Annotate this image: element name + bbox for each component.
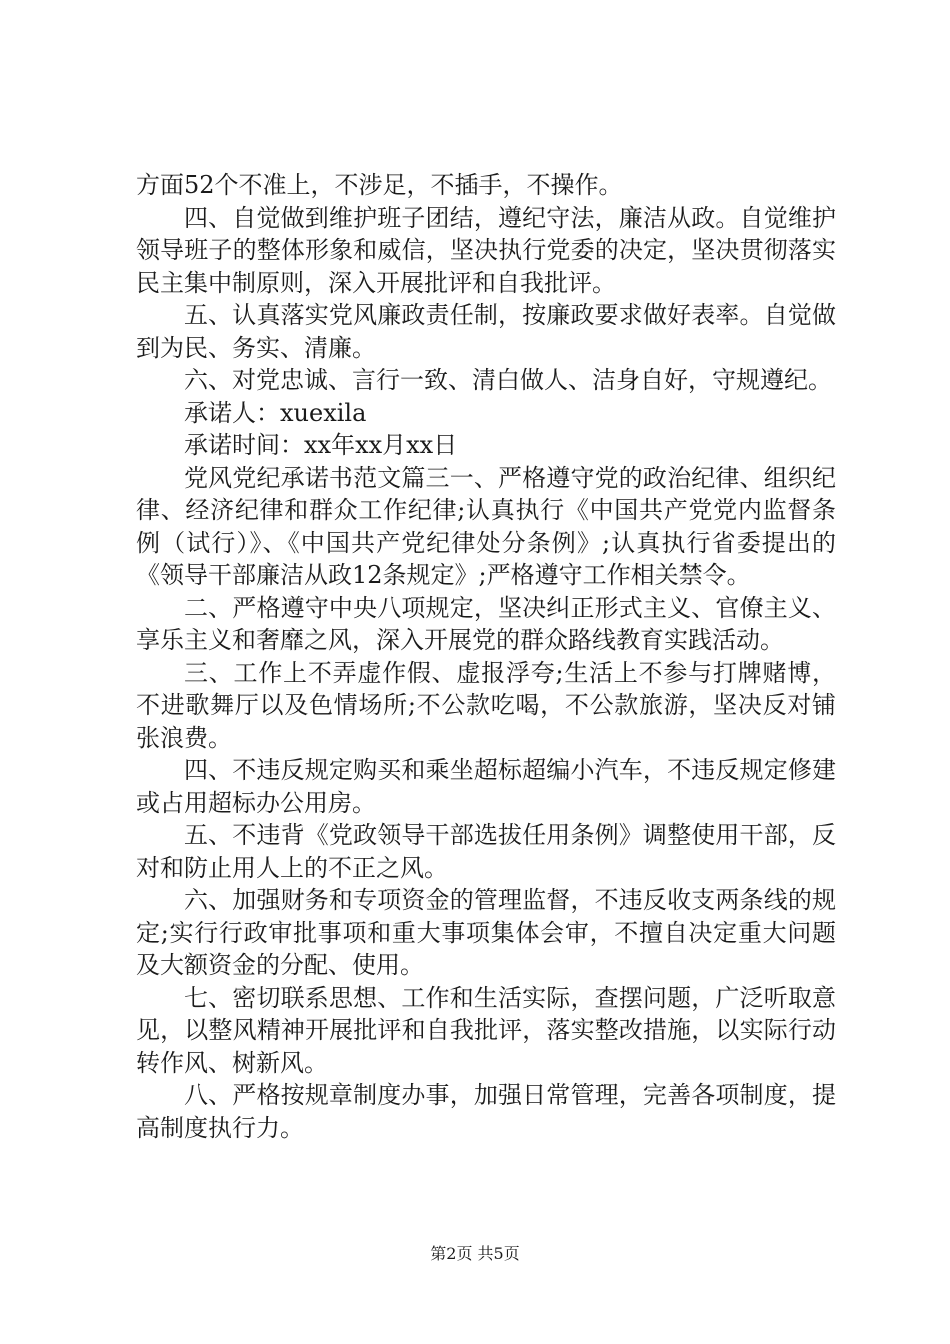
paragraph-11: 五、不违背《党政领导干部选拔任用条例》调整使用干部，反对和防止用人上的不正之风。 (136, 821, 836, 882)
paragraph-2: 四、自觉做到维护班子团结，遵纪守法，廉洁从政。自觉维护领导班子的整体形象和威信，坚决执行党委的决定，坚决贯彻落实民主集中制原则，深入开展批评和自我批评。 (136, 203, 836, 297)
page-number-footer: 第2页 共5页 (430, 1244, 520, 1263)
paragraph-12: 六、加强财务和专项资金的管理监督，不违反收支两条线的规定;实行行政审批事项和重大事项集体会审，不擅自决定重大问题及大额资金的分配、使用。 (136, 886, 836, 979)
document-body (136, 169, 836, 1144)
paragraph-14: 八、严格按规章制度办事，加强日常管理，完善各项制度，提高制度执行力。 (136, 1081, 836, 1142)
paragraph-10: 四、不违反规定购买和乘坐超标超编小汽车，不违反规定修建或占用超标办公用房。 (136, 756, 836, 817)
paragraph-4: 六、对党忠诚、言行一致、清白做人、洁身自好，守规遵纪。 (184, 366, 832, 394)
paragraph-3: 五、认真落实党风廉政责任制，按廉政要求做好表率。自觉做到为民、务实、清廉。 (136, 301, 836, 362)
paragraph-9: 三、工作上不弄虚作假、虚报浮夸;生活上不参与打牌赌博，不进歌舞厅以及色情场所;不公款吃喝，不公款旅游，坚决反对铺张浪费。 (136, 658, 836, 752)
promise-date-line: 承诺时间：xx年xx月xx日 (184, 431, 458, 459)
paragraph-8: 二、严格遵守中央八项规定，坚决纠正形式主义、官僚主义、享乐主义和奢靡之风，深入开展党的群众路线教育实践活动。 (136, 593, 836, 654)
paragraph-13: 七、密切联系思想、工作和生活实际，查摆问题，广泛听取意见，以整风精神开展批评和自我批评，落实整改措施，以实际行动转作风、树新风。 (136, 983, 836, 1077)
paragraph-7: 党风党纪承诺书范文篇三一、严格遵守党的政治纪律、组织纪律、经济纪律和群众工作纪律;认真执行《中国共产党党内监督条例（试行）》、《中国共产党纪律处分条例》;认真执行省委提出的《领导干部廉洁从政12条规定》;严格遵守工作相关禁令。 (136, 463, 836, 589)
promisor-line: 承诺人：xuexila (184, 398, 367, 427)
paragraph-1: 方面52个不准上，不涉足，不插手，不操作。 (136, 171, 623, 199)
